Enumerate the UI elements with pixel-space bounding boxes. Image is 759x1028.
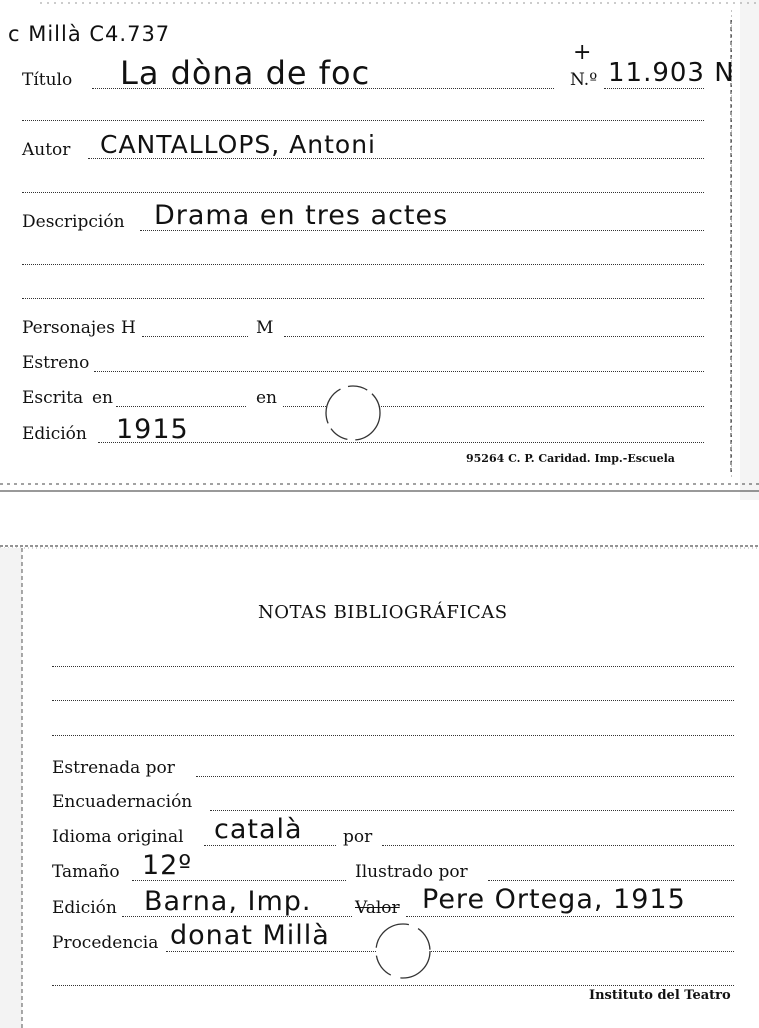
procedencia-value: donat Millà bbox=[170, 920, 330, 951]
punch-hole-2 bbox=[368, 918, 438, 988]
edicion-line bbox=[98, 442, 704, 443]
encuadernacion-label: Encuadernación bbox=[52, 792, 193, 812]
edicion2-value-1: Barna, Imp. bbox=[144, 886, 312, 917]
estreno-line bbox=[94, 371, 704, 372]
descripcion-value: Drama en tres actes bbox=[154, 200, 449, 231]
descripcion-line-2 bbox=[22, 264, 704, 265]
autor-label: Autor bbox=[22, 140, 71, 160]
personajes-h-line bbox=[142, 336, 248, 337]
idioma-label: Idioma original bbox=[52, 827, 184, 847]
procedencia-label: Procedencia bbox=[52, 933, 159, 953]
footer-institute: Instituto del Teatro bbox=[589, 988, 731, 1003]
numero-cross: + bbox=[573, 40, 593, 65]
titulo-value: La dòna de foc bbox=[120, 54, 371, 92]
autor-line-2 bbox=[22, 192, 704, 193]
ilustrado-line bbox=[488, 880, 734, 881]
descripcion-line-3 bbox=[22, 298, 704, 299]
tamano-value: 12º bbox=[142, 850, 193, 881]
titulo-label: Título bbox=[22, 70, 73, 90]
escrita-line-1 bbox=[116, 406, 246, 407]
procedencia-line bbox=[166, 951, 734, 952]
encuadernacion-line bbox=[210, 810, 734, 811]
edicion2-line-2 bbox=[406, 916, 734, 917]
numero-value: 11.903 N bbox=[608, 58, 735, 88]
escrita-label: Escrita bbox=[22, 388, 84, 408]
estreno-label: Estreno bbox=[22, 353, 90, 373]
annotation-handwritten: c Millà C4.737 bbox=[8, 22, 171, 46]
notas-line-3 bbox=[52, 735, 734, 736]
notas-heading: NOTAS BIBLIOGRÁFICAS bbox=[258, 602, 508, 623]
edicion-value: 1915 bbox=[116, 414, 189, 445]
titulo-line-2 bbox=[22, 120, 704, 121]
escrita-en-2: en bbox=[256, 388, 278, 408]
descripcion-label: Descripción bbox=[22, 212, 125, 232]
ilustrado-label: Ilustrado por bbox=[355, 862, 468, 882]
numero-line bbox=[604, 88, 704, 89]
idioma-line bbox=[204, 845, 336, 846]
personajes-h: H bbox=[121, 318, 136, 338]
autor-value: CANTALLOPS, Antoni bbox=[100, 130, 377, 159]
personajes-m: M bbox=[256, 318, 274, 338]
tamano-label: Tamaño bbox=[52, 862, 120, 882]
notas-line-1 bbox=[52, 666, 734, 667]
notas-line-final bbox=[52, 985, 734, 986]
edicion-label: Edición bbox=[22, 424, 87, 444]
estrenada-line bbox=[196, 776, 734, 777]
numero-label: N.º bbox=[570, 70, 598, 90]
idioma-value: català bbox=[214, 814, 303, 845]
edicion2-label: Edición bbox=[52, 898, 117, 918]
edicion2-value-2: Pere Ortega, 1915 bbox=[422, 884, 686, 915]
imprint-text: 95264 C. P. Caridad. Imp.-Escuela bbox=[466, 452, 675, 465]
idioma-por-line bbox=[382, 845, 734, 846]
valor-label: Valor bbox=[355, 898, 400, 918]
personajes-m-line bbox=[284, 336, 704, 337]
escrita-en-1: en bbox=[92, 388, 114, 408]
punch-hole-1 bbox=[318, 380, 388, 450]
personajes-label: Personajes bbox=[22, 318, 115, 338]
notas-line-2 bbox=[52, 700, 734, 701]
idioma-por: por bbox=[343, 827, 373, 847]
estrenada-label: Estrenada por bbox=[52, 758, 175, 778]
